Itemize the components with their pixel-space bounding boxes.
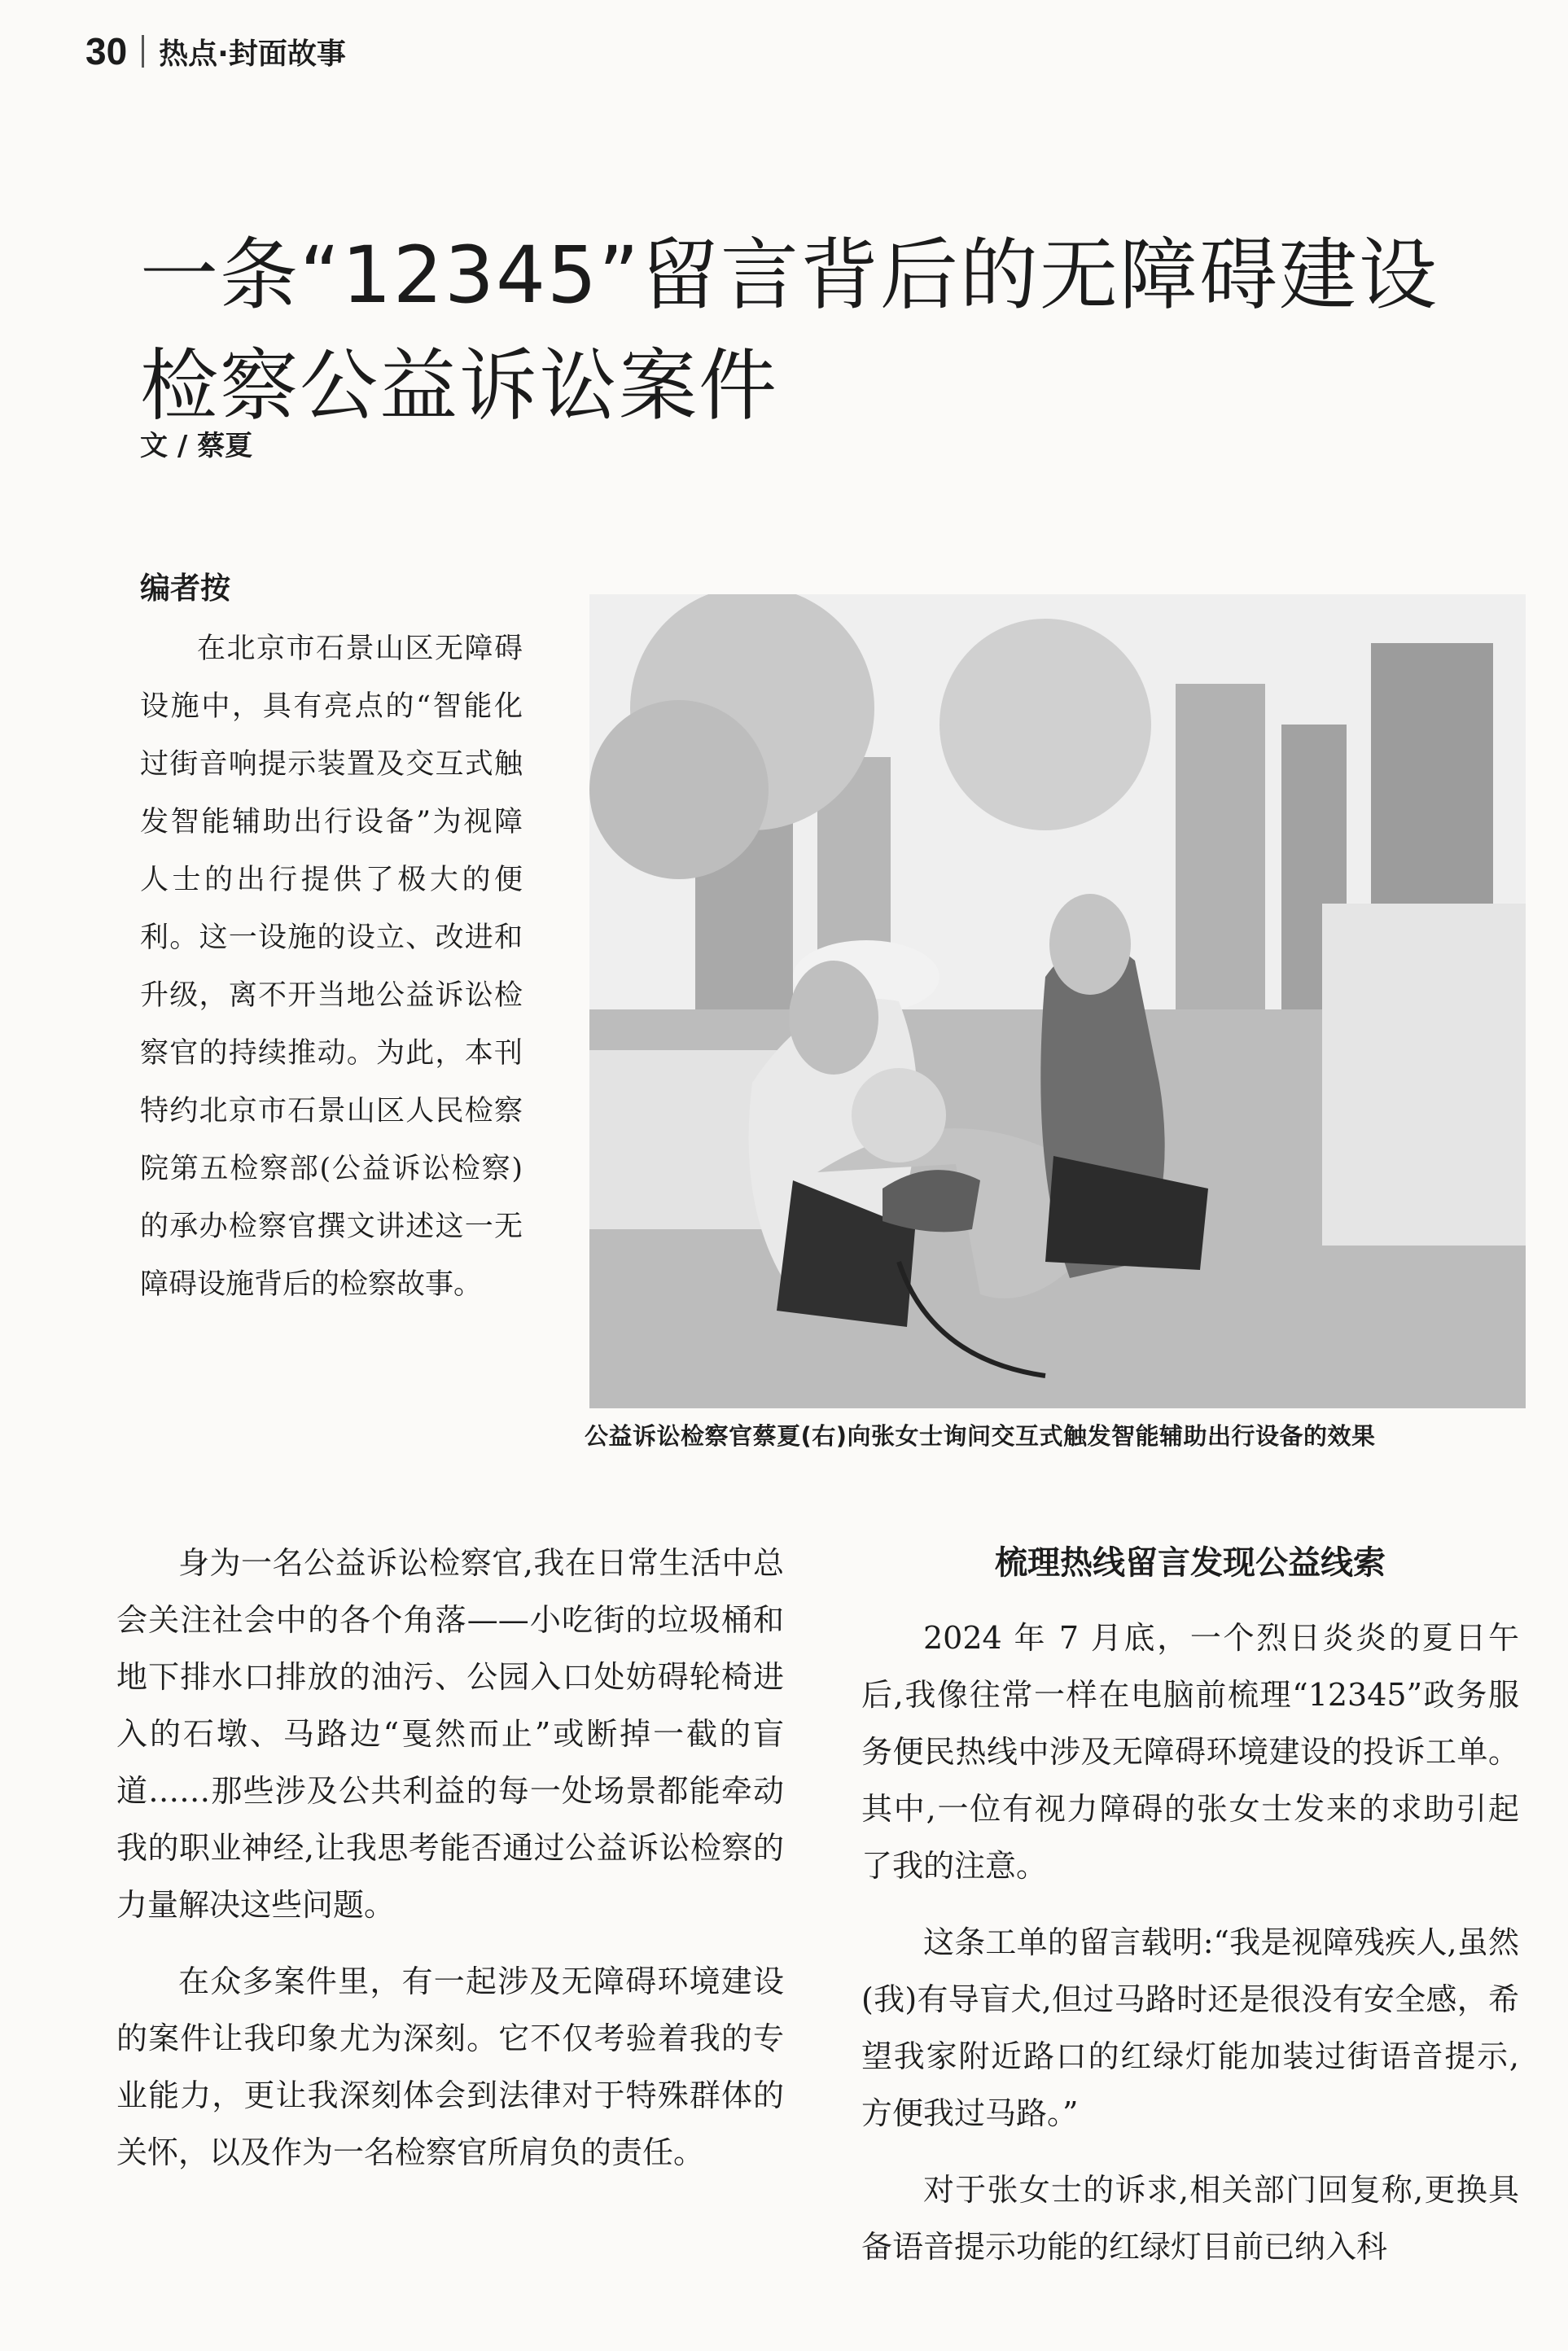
- title-line-2: 检察公益诉讼案件: [140, 340, 778, 431]
- section-subheading: 梳理热线留言发现公益线索: [995, 1543, 1386, 1582]
- editor-note-body: 在北京市石景山区无障碍设施中，具有亮点的“智能化过街音响提示装置及交互式触发智能辅助出行设备”为视障人士的出行提供了极大的便利。这一设施的设立、改进和升级，离不开当地公益诉讼检察官的持续推动。为此，本刊特约北京市石景山区人民检察院第五检察部(公益诉讼检察)的承办检察官撰文讲述这一无障碍设施背后的检察故事。: [140, 633, 523, 1301]
- section-label: 热点·封面故事: [159, 37, 346, 71]
- photo-illustration: [589, 594, 1526, 1408]
- body-paragraph: 这条工单的留言载明:“我是视障残疾人,虽然(我)有导盲犬,但过马路时还是很没有安全感，希望我家附近路口的红绿灯能加装过街语音提示,方便我过马路。”: [861, 1924, 1519, 2131]
- body-column-right: [861, 1534, 1519, 2295]
- page-number: 30: [85, 30, 128, 72]
- title-line-1: 一条“12345”留言背后的无障碍建设: [140, 230, 1439, 321]
- body-paragraph: 对于张女士的诉求,相关部门回复称,更换具备语音提示功能的红绿灯目前已纳入科: [861, 2172, 1519, 2265]
- header-divider: [142, 35, 144, 68]
- running-header: [85, 29, 346, 73]
- body-column-left: [116, 1534, 784, 2200]
- photo: [589, 594, 1526, 1408]
- article-title: [140, 220, 1439, 441]
- byline: 文 / 蔡夏: [140, 430, 253, 462]
- body-paragraph: 在众多案件里，有一起涉及无障碍环境建设的案件让我印象尤为深刻。它不仅考验着我的专业能力，更让我深刻体会到法律对于特殊群体的关怀，以及作为一名检察官所肩负的责任。: [116, 1964, 784, 2170]
- body-paragraph: 2024 年 7 月底，一个烈日炎炎的夏日午后,我像往常一样在电脑前梳理“12345”政务服务便民热线中涉及无障碍环境建设的投诉工单。其中,一位有视力障碍的张女士发来的求助引起了我的注意。: [861, 1620, 1519, 1884]
- photo-caption: 公益诉讼检察官蔡夏(右)向张女士询问交互式触发智能辅助出行设备的效果: [585, 1422, 1376, 1450]
- editor-note: [140, 563, 523, 1314]
- editor-note-heading: 编者按: [140, 571, 230, 606]
- body-paragraph: 身为一名公益诉讼检察官,我在日常生活中总会关注社会中的各个角落——小吃街的垃圾桶和地下排水口排放的油污、公园入口处妨碍轮椅进入的石墩、马路边“戛然而止”或断掉一截的盲道……那些涉及公共利益的每一处场景都能牵动我的职业神经,让我思考能否通过公益诉讼检察的力量解决这些问题。: [116, 1545, 784, 1923]
